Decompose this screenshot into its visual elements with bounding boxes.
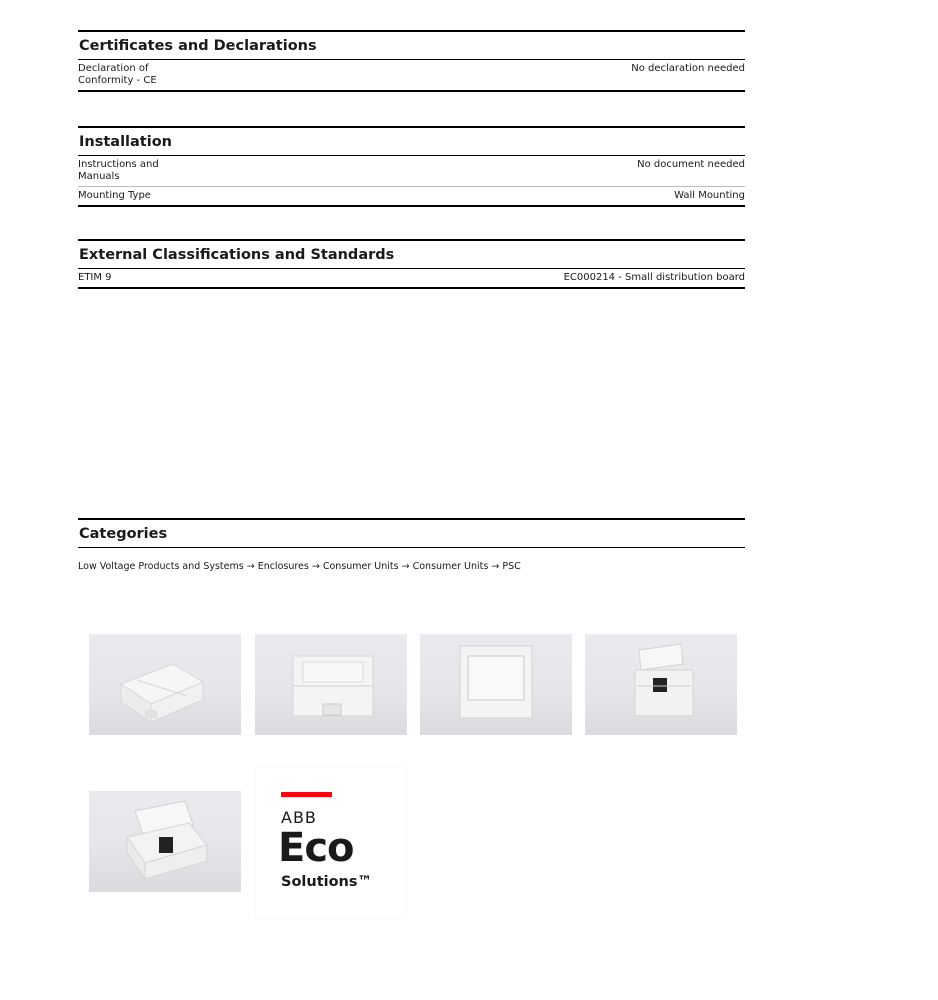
product-image-thumbnail[interactable] [420,634,572,735]
logo-brand-text: ABB [281,808,317,827]
row-label: Mounting Type [78,190,151,201]
table-row [78,269,745,289]
section-title: Installation [78,126,745,156]
row-value: EC000214 - Small distribution board [563,272,745,283]
row-label: Declaration of Conformity - CE [78,63,157,86]
abb-eco-solutions-logo[interactable] [256,768,406,918]
product-image-thumbnail[interactable] [89,634,241,735]
product-image-thumbnail[interactable] [89,791,241,892]
table-row [78,187,745,207]
categories-section [78,518,745,548]
classifications-section [78,239,745,289]
certificates-section [78,30,745,92]
table-row [78,60,745,92]
product-image-thumbnail[interactable] [255,634,407,735]
logo-solutions-text: Solutions™ [281,874,373,890]
section-title: Categories [78,518,745,548]
section-title: External Classifications and Standards [78,239,745,269]
row-value: No document needed [637,159,745,170]
logo-red-bar [281,792,332,797]
row-label: Instructions and Manuals [78,159,159,182]
table-row [78,156,745,187]
row-label: ETIM 9 [78,272,112,283]
row-value: No declaration needed [631,63,745,74]
row-value: Wall Mounting [674,190,745,201]
installation-section [78,126,745,207]
product-image-thumbnail[interactable] [585,634,737,735]
logo-eco-text: Eco [278,825,354,871]
category-breadcrumb[interactable]: Low Voltage Products and Systems → Enclosures → Consumer Units → Consumer Units → PSC [78,561,521,572]
section-title: Certificates and Declarations [78,30,745,60]
